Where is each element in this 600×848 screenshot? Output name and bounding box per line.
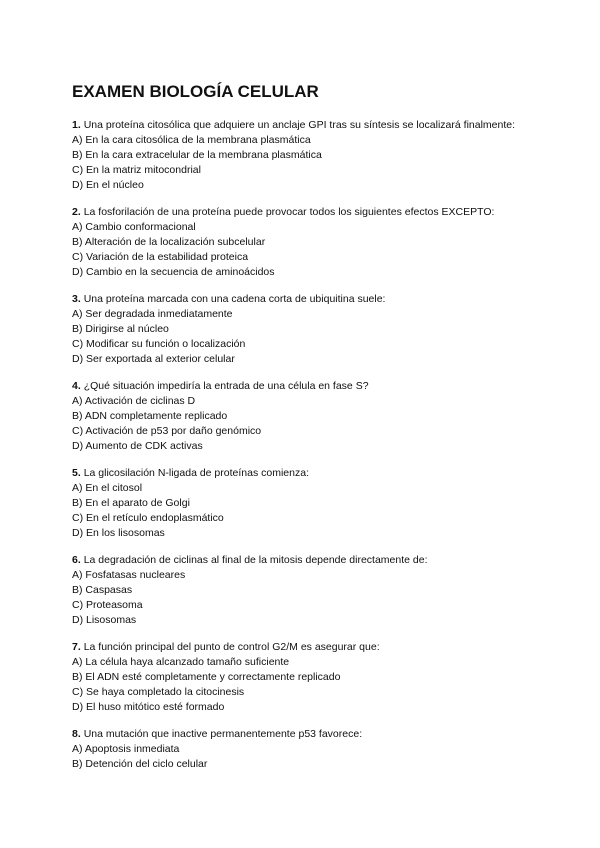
question-stem: La fosforilación de una proteína puede provocar todos los siguientes efectos EXCEPTO: (83, 206, 495, 218)
question-number: 1. (72, 119, 81, 131)
question-block (72, 118, 542, 193)
question-number: 5. (72, 467, 81, 479)
answer-option: A) Apoptosis inmediata (72, 743, 180, 755)
question-text (72, 379, 542, 394)
answer-option: B) ADN completamente replicado (72, 410, 228, 422)
question-block (72, 466, 542, 541)
question-stem: La glicosilación N-ligada de proteínas comienza: (83, 467, 309, 479)
answer-option: D) En los lisosomas (72, 527, 165, 539)
answer-option: D) Aumento de CDK activas (72, 440, 203, 452)
question-text (72, 205, 542, 220)
answer-option: A) Cambio conformacional (72, 221, 196, 233)
answer-option: C) Se haya completado la citocinesis (72, 686, 245, 698)
question-stem: ¿Qué situación impediría la entrada de una célula en fase S? (83, 380, 369, 392)
answer-option: A) Fosfatasas nucleares (72, 569, 186, 581)
exam-page (72, 82, 542, 784)
answer-option: C) Activación de p53 por daño genómico (72, 425, 262, 437)
question-text (72, 640, 542, 655)
answer-option: B) Dirigirse al núcleo (72, 323, 169, 335)
question-stem: Una proteína marcada con una cadena corta de ubiquitina suele: (83, 293, 386, 305)
question-text (72, 292, 542, 307)
answer-option: B) Detención del ciclo celular (72, 758, 208, 770)
answer-option: B) En el aparato de Golgi (72, 497, 190, 509)
question-text (72, 727, 542, 742)
answer-option: B) Caspasas (72, 584, 133, 596)
answer-option: B) En la cara extracelular de la membrana plasmática (72, 149, 322, 161)
question-number: 3. (72, 293, 81, 305)
question-number: 6. (72, 554, 81, 566)
question-stem: La degradación de ciclinas al final de la mitosis depende directamente de: (83, 554, 428, 566)
answer-option: A) La célula haya alcanzado tamaño suficiente (72, 656, 290, 668)
answer-option: C) Variación de la estabilidad proteica (72, 251, 249, 263)
question-stem: Una proteína citosólica que adquiere un anclaje GPI tras su síntesis se localizará finalmente: (83, 119, 516, 131)
page-title: EXAMEN BIOLOGÍA CELULAR (72, 82, 319, 101)
question-stem: La función principal del punto de control G2/M es asegurar que: (83, 641, 380, 653)
answer-option: C) Proteasoma (72, 599, 143, 611)
question-stem: Una mutación que inactive permanentemente p53 favorece: (83, 728, 363, 740)
question-text (72, 118, 542, 133)
question-number: 8. (72, 728, 81, 740)
answer-option: A) En el citosol (72, 482, 143, 494)
answer-option: C) Modificar su función o localización (72, 338, 246, 350)
answer-option: C) En la matriz mitocondrial (72, 164, 201, 176)
answer-option: D) Ser exportada al exterior celular (72, 353, 235, 365)
question-block (72, 205, 542, 280)
answer-option: D) El huso mitótico esté formado (72, 701, 225, 713)
question-list (72, 118, 542, 772)
question-number: 4. (72, 380, 81, 392)
question-block (72, 553, 542, 628)
question-number: 2. (72, 206, 81, 218)
question-text (72, 553, 542, 568)
question-block (72, 727, 542, 772)
answer-option: A) En la cara citosólica de la membrana plasmática (72, 134, 311, 146)
answer-option: C) En el retículo endoplasmático (72, 512, 224, 524)
question-number: 7. (72, 641, 81, 653)
question-block (72, 292, 542, 367)
answer-option: B) El ADN esté completamente y correctamente replicado (72, 671, 341, 683)
question-block (72, 640, 542, 715)
answer-option: D) En el núcleo (72, 179, 144, 191)
answer-option: D) Lisosomas (72, 614, 137, 626)
question-text (72, 466, 542, 481)
answer-option: B) Alteración de la localización subcelular (72, 236, 266, 248)
answer-option: A) Activación de ciclinas D (72, 395, 196, 407)
answer-option: A) Ser degradada inmediatamente (72, 308, 233, 320)
question-block (72, 379, 542, 454)
answer-option: D) Cambio en la secuencia de aminoácidos (72, 266, 275, 278)
